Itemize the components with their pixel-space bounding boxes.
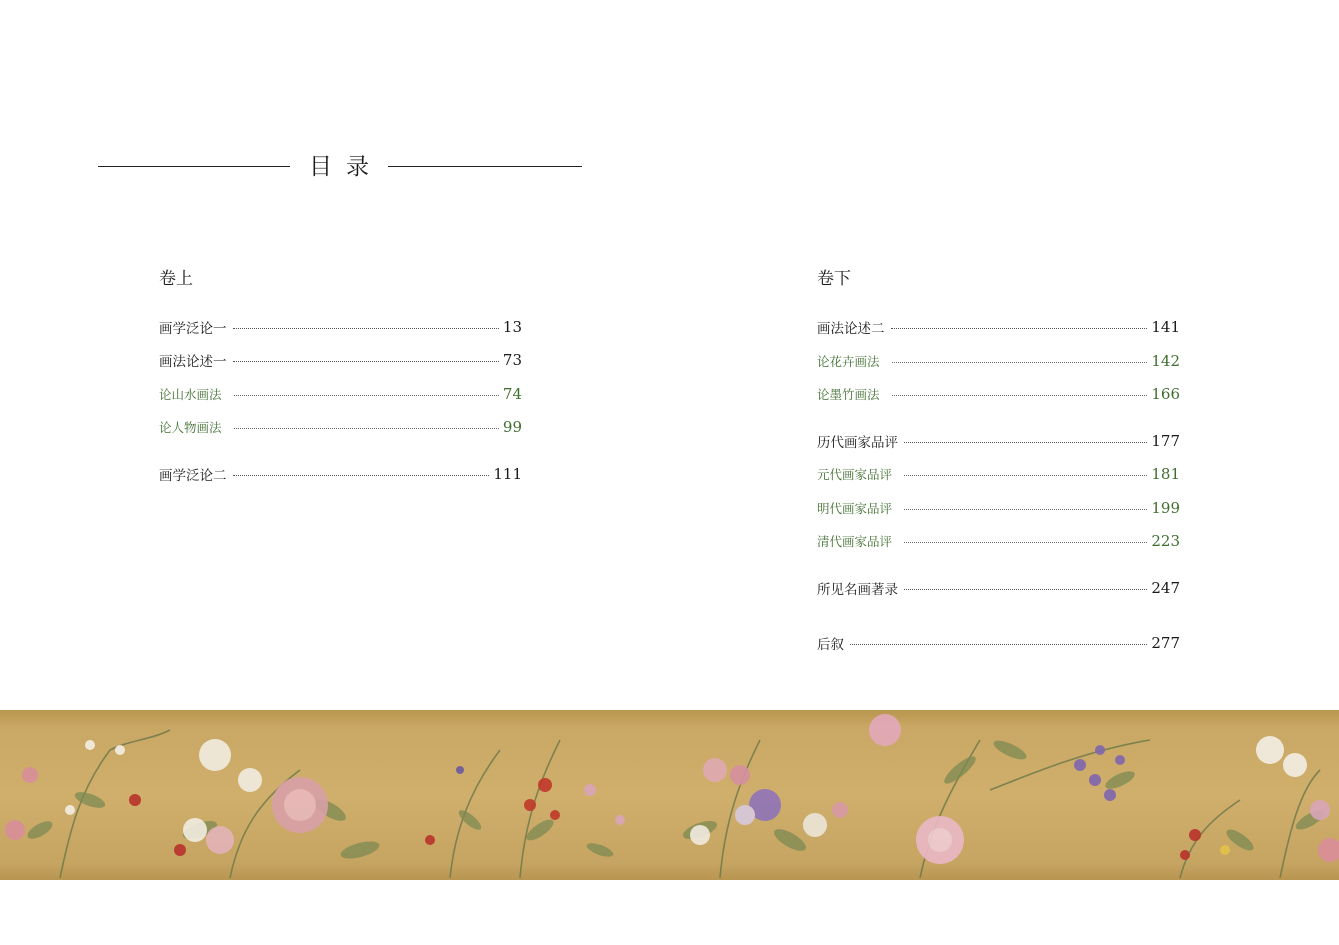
title-rule-left bbox=[98, 166, 290, 167]
toc-entry[interactable] bbox=[817, 633, 1180, 653]
toc-subentry[interactable] bbox=[159, 417, 522, 437]
toc-entry-label: 论山水画法 bbox=[159, 387, 222, 402]
toc-entry-page: 247 bbox=[1151, 579, 1180, 597]
toc-entry-page: 199 bbox=[1151, 499, 1180, 517]
toc-subentry[interactable] bbox=[817, 498, 1180, 518]
dot-leader bbox=[892, 395, 1148, 396]
toc-entry-page: 181 bbox=[1151, 465, 1180, 483]
toc-subentry[interactable] bbox=[817, 464, 1180, 484]
toc-entry-page: 223 bbox=[1151, 532, 1180, 550]
toc-entry-label: 画法论述二 bbox=[817, 321, 885, 337]
toc-entry-label: 画学泛论一 bbox=[159, 321, 227, 337]
toc-entry-label: 清代画家品评 bbox=[817, 534, 893, 549]
dot-leader bbox=[891, 328, 1148, 329]
dot-leader bbox=[904, 542, 1147, 543]
dot-leader bbox=[234, 428, 499, 429]
dot-leader bbox=[904, 589, 1147, 590]
dot-leader bbox=[904, 475, 1147, 476]
toc-entry-label: 所见名画著录 bbox=[817, 582, 898, 598]
toc-subentry[interactable] bbox=[817, 531, 1180, 551]
toc-entry[interactable] bbox=[817, 578, 1180, 598]
toc-entry-page: 141 bbox=[1151, 318, 1180, 336]
toc-title-row bbox=[98, 150, 584, 184]
flower-scroll-painting bbox=[0, 710, 1339, 880]
toc-entry[interactable] bbox=[159, 317, 522, 337]
toc-subentry[interactable] bbox=[159, 384, 522, 404]
toc-entry[interactable] bbox=[159, 350, 522, 370]
toc-entry-label: 画学泛论二 bbox=[159, 468, 227, 484]
volume-heading-upper: 卷上 bbox=[159, 269, 193, 289]
toc-entry-page: 166 bbox=[1151, 385, 1180, 403]
toc-entry-page: 13 bbox=[502, 318, 522, 336]
toc-entry-page: 99 bbox=[502, 418, 522, 436]
toc-entry-label: 后叙 bbox=[817, 637, 844, 653]
toc-subentry[interactable] bbox=[817, 384, 1180, 404]
dot-leader bbox=[233, 475, 490, 476]
toc-entry-label: 论人物画法 bbox=[159, 420, 222, 435]
toc-entry-page: 111 bbox=[493, 465, 522, 483]
toc-entry[interactable] bbox=[817, 317, 1180, 337]
toc-entry[interactable] bbox=[817, 431, 1180, 451]
dot-leader bbox=[850, 644, 1147, 645]
toc-entry-label: 元代画家品评 bbox=[817, 467, 893, 482]
toc-entry-label: 论墨竹画法 bbox=[817, 387, 880, 402]
toc-entry-page: 177 bbox=[1151, 432, 1180, 450]
toc-subentry[interactable] bbox=[817, 351, 1180, 371]
title-rule-right bbox=[388, 166, 582, 167]
volume-heading-lower: 卷下 bbox=[817, 269, 851, 289]
dot-leader bbox=[892, 362, 1148, 363]
toc-entry-page: 277 bbox=[1151, 634, 1180, 652]
page-title: 目录 bbox=[309, 154, 383, 180]
toc-entry-label: 历代画家品评 bbox=[817, 435, 898, 451]
toc-entry[interactable] bbox=[159, 464, 522, 484]
dot-leader bbox=[904, 442, 1147, 443]
dot-leader bbox=[904, 509, 1147, 510]
toc-entry-page: 142 bbox=[1151, 352, 1180, 370]
toc-entry-label: 画法论述一 bbox=[159, 354, 227, 370]
flower-scroll-illustration bbox=[0, 710, 1339, 880]
dot-leader bbox=[234, 395, 499, 396]
toc-entry-page: 74 bbox=[502, 385, 522, 403]
toc-entry-label: 论花卉画法 bbox=[817, 354, 880, 369]
dot-leader bbox=[233, 361, 499, 362]
dot-leader bbox=[233, 328, 499, 329]
toc-entry-page: 73 bbox=[502, 351, 522, 369]
toc-entry-label: 明代画家品评 bbox=[817, 501, 893, 516]
